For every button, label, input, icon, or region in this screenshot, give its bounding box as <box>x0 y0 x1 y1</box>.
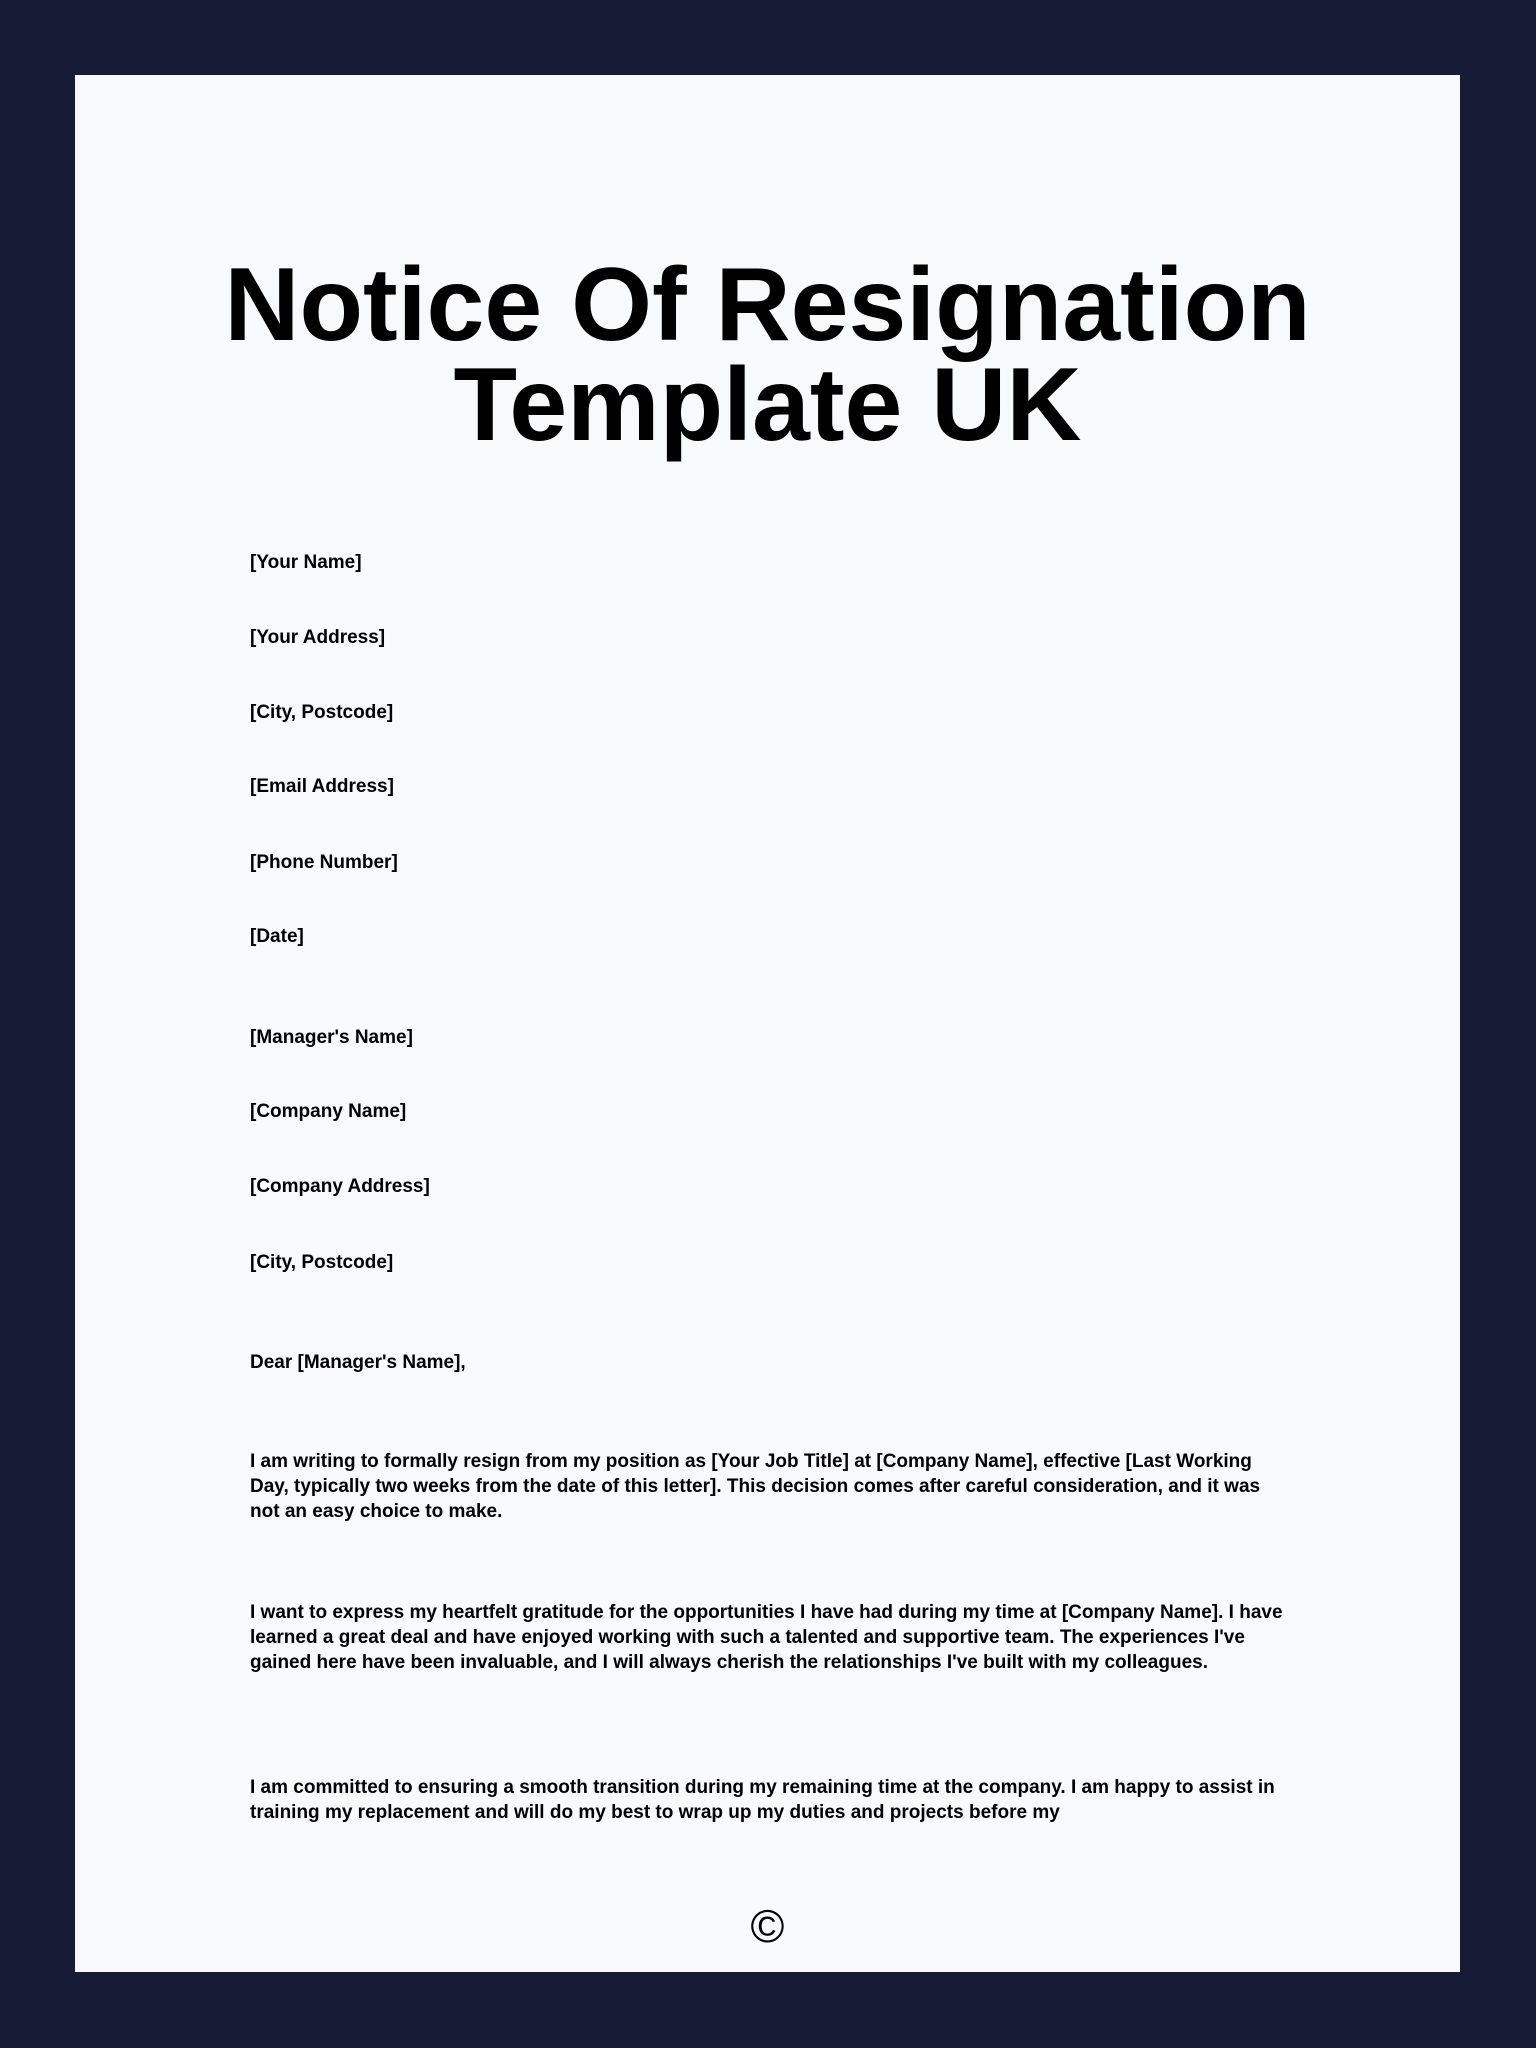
paragraph-1: I am writing to formally resign from my position as [Your Job Title] at [Company Name], effective [Last Working Day, typically two weeks from the date of this letter]. This decision comes after careful consideration, and it was not an easy choice to make. <box>250 1451 1261 1522</box>
paragraph-2: I want to express my heartfelt gratitude for the opportunities I have had during my time at [Company Name]. I have learned a great deal and have enjoyed working with such a talented and supportive team. The experiences I've gained here have been invaluable, and I will always cherish the relationships I've built with my colleagues. <box>250 1602 1283 1673</box>
copyright-icon: © <box>750 1900 785 1952</box>
document-page <box>75 75 1460 1972</box>
title-line-1: Notice Of Resignation <box>224 247 1311 363</box>
paragraph-3: I am committed to ensuring a smooth transition during my remaining time at the company. I am happy to assist in training my replacement and will do my best to wrap up my duties and projects before my <box>250 1777 1275 1823</box>
title-line-2: Template UK <box>453 347 1082 463</box>
recipient-address: [Company Address] <box>250 1176 430 1197</box>
recipient-company: [Company Name] <box>250 1101 407 1122</box>
recipient-name: [Manager's Name] <box>250 1027 413 1048</box>
sender-city: [City, Postcode] <box>250 702 394 723</box>
salutation: Dear [Manager's Name], <box>250 1352 466 1373</box>
sender-phone: [Phone Number] <box>250 852 398 873</box>
sender-address: [Your Address] <box>250 627 386 648</box>
recipient-city: [City, Postcode] <box>250 1252 394 1273</box>
sender-email: [Email Address] <box>250 776 394 797</box>
sender-name: [Your Name] <box>250 552 362 573</box>
letter-date: [Date] <box>250 926 304 947</box>
document-title <box>75 247 1460 463</box>
